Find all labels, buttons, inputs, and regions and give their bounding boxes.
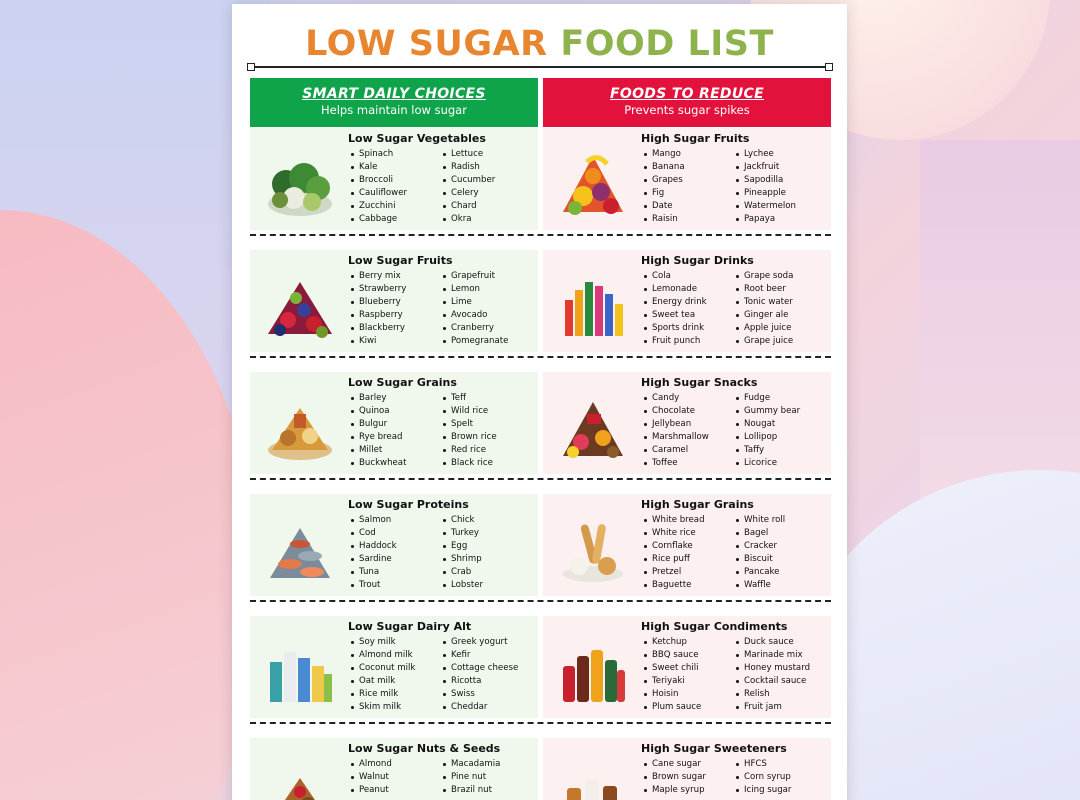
low-sugar-category-card bbox=[250, 494, 538, 596]
food-item: Rice milk bbox=[351, 688, 415, 701]
food-item: Greek yogurt bbox=[443, 636, 518, 649]
food-item-list bbox=[351, 148, 407, 226]
food-item: Brown rice bbox=[443, 431, 497, 444]
food-item: Rice puff bbox=[644, 553, 705, 566]
food-item: Ricotta bbox=[443, 675, 518, 688]
food-item: Candy bbox=[644, 392, 709, 405]
food-item: Chard bbox=[443, 200, 495, 213]
food-item-list bbox=[443, 758, 500, 797]
sweeteners-image bbox=[557, 758, 629, 800]
high-sugar-category-card bbox=[543, 738, 831, 800]
food-item: Cola bbox=[644, 270, 707, 283]
good-column-heading: SMART DAILY CHOICES bbox=[302, 86, 486, 102]
food-item: Lemon bbox=[443, 283, 508, 296]
food-item: Fudge bbox=[736, 392, 800, 405]
food-item: Ketchup bbox=[644, 636, 701, 649]
food-item: Kale bbox=[351, 161, 407, 174]
food-item: Barley bbox=[351, 392, 406, 405]
food-item: Waffle bbox=[736, 579, 785, 592]
food-item: Buckwheat bbox=[351, 457, 406, 470]
food-item: Strawberry bbox=[351, 283, 406, 296]
food-item: Zucchini bbox=[351, 200, 407, 213]
food-item: Sweet tea bbox=[644, 309, 707, 322]
food-item: Raspberry bbox=[351, 309, 406, 322]
food-item-list bbox=[351, 270, 406, 348]
row-divider bbox=[250, 234, 831, 236]
food-item: Kefir bbox=[443, 649, 518, 662]
food-item-list bbox=[644, 514, 705, 592]
food-item: Cottage cheese bbox=[443, 662, 518, 675]
food-item-list bbox=[644, 758, 706, 797]
food-item: Cranberry bbox=[443, 322, 508, 335]
food-item-list bbox=[736, 514, 785, 592]
food-item: Peanut bbox=[351, 784, 392, 797]
high-sugar-category-card bbox=[543, 250, 831, 352]
category-title: High Sugar Fruits bbox=[641, 132, 750, 145]
food-item-list bbox=[351, 758, 392, 797]
bad-column-subheading: Prevents sugar spikes bbox=[624, 103, 750, 117]
food-item: Watermelon bbox=[736, 200, 796, 213]
food-item: Teff bbox=[443, 392, 497, 405]
food-item: Oat milk bbox=[351, 675, 415, 688]
food-item: Date bbox=[644, 200, 685, 213]
food-item: Walnut bbox=[351, 771, 392, 784]
food-item: Grapes bbox=[644, 174, 685, 187]
food-item: Baguette bbox=[644, 579, 705, 592]
food-item-list bbox=[351, 392, 406, 470]
food-item: Maple syrup bbox=[644, 784, 706, 797]
food-item: Mango bbox=[644, 148, 685, 161]
food-item-list bbox=[736, 636, 810, 714]
category-title: Low Sugar Fruits bbox=[348, 254, 453, 267]
food-item: Egg bbox=[443, 540, 483, 553]
category-title: High Sugar Grains bbox=[641, 498, 754, 511]
good-column-subheading: Helps maintain low sugar bbox=[321, 103, 467, 117]
category-title: High Sugar Sweeteners bbox=[641, 742, 787, 755]
food-item: Grape juice bbox=[736, 335, 793, 348]
food-item: Blueberry bbox=[351, 296, 406, 309]
food-item-list bbox=[644, 148, 685, 226]
food-item: Icing sugar bbox=[736, 784, 791, 797]
food-item: Cod bbox=[351, 527, 397, 540]
food-item: Coconut milk bbox=[351, 662, 415, 675]
food-item: Lemonade bbox=[644, 283, 707, 296]
category-title: Low Sugar Proteins bbox=[348, 498, 469, 511]
food-item: Chick bbox=[443, 514, 483, 527]
food-item: Bagel bbox=[736, 527, 785, 540]
food-item: Cornflake bbox=[644, 540, 705, 553]
food-item: White bread bbox=[644, 514, 705, 527]
category-title: High Sugar Snacks bbox=[641, 376, 758, 389]
high-sugar-category-card bbox=[543, 494, 831, 596]
fish-image bbox=[264, 514, 336, 586]
food-item: Hoisin bbox=[644, 688, 701, 701]
row-divider bbox=[250, 722, 831, 724]
food-item: Chocolate bbox=[644, 405, 709, 418]
food-item: Cane sugar bbox=[644, 758, 706, 771]
food-item: Millet bbox=[351, 444, 406, 457]
food-item: Okra bbox=[443, 213, 495, 226]
good-column-header bbox=[250, 78, 538, 127]
food-item: Shrimp bbox=[443, 553, 483, 566]
food-item: Soy milk bbox=[351, 636, 415, 649]
food-item: Apple juice bbox=[736, 322, 793, 335]
food-list-sheet bbox=[232, 4, 847, 800]
food-item: Papaya bbox=[736, 213, 796, 226]
snacks-image bbox=[557, 392, 629, 464]
food-item: Pine nut bbox=[443, 771, 500, 784]
food-item-list bbox=[736, 758, 791, 797]
food-item: Kiwi bbox=[351, 335, 406, 348]
food-item: Fruit jam bbox=[736, 701, 810, 714]
title-divider bbox=[250, 66, 830, 68]
food-item: Pomegranate bbox=[443, 335, 508, 348]
food-item: Licorice bbox=[736, 457, 800, 470]
food-item: Brown sugar bbox=[644, 771, 706, 784]
food-item: Spinach bbox=[351, 148, 407, 161]
vegetables-image bbox=[264, 148, 336, 220]
food-item: Lime bbox=[443, 296, 508, 309]
food-item: Marinade mix bbox=[736, 649, 810, 662]
food-item: Crab bbox=[443, 566, 483, 579]
food-item: Sardine bbox=[351, 553, 397, 566]
food-item: Jackfruit bbox=[736, 161, 796, 174]
title-part-1: LOW SUGAR bbox=[305, 24, 548, 64]
food-item: Lychee bbox=[736, 148, 796, 161]
food-item: Quinoa bbox=[351, 405, 406, 418]
drinks-image bbox=[557, 270, 629, 342]
berries-image bbox=[264, 270, 336, 342]
food-item-list bbox=[443, 148, 495, 226]
food-item: Tonic water bbox=[736, 296, 793, 309]
food-item: Berry mix bbox=[351, 270, 406, 283]
food-item-list bbox=[443, 270, 508, 348]
food-item: Salmon bbox=[351, 514, 397, 527]
food-item: Radish bbox=[443, 161, 495, 174]
food-item: Cheddar bbox=[443, 701, 518, 714]
food-item: Ginger ale bbox=[736, 309, 793, 322]
food-item: Almond bbox=[351, 758, 392, 771]
food-item: Raisin bbox=[644, 213, 685, 226]
high-sugar-category-card bbox=[543, 616, 831, 718]
food-item: Sports drink bbox=[644, 322, 707, 335]
food-item: Jellybean bbox=[644, 418, 709, 431]
background-shape bbox=[0, 210, 260, 800]
food-item: White roll bbox=[736, 514, 785, 527]
high-sugar-category-card bbox=[543, 128, 831, 230]
food-item: Biscuit bbox=[736, 553, 785, 566]
food-item: Swiss bbox=[443, 688, 518, 701]
bad-column-heading: FOODS TO REDUCE bbox=[610, 86, 764, 102]
food-item: Wild rice bbox=[443, 405, 497, 418]
page-title bbox=[232, 24, 847, 64]
food-item: Nougat bbox=[736, 418, 800, 431]
food-item: Caramel bbox=[644, 444, 709, 457]
food-item: Grape soda bbox=[736, 270, 793, 283]
food-item: Turkey bbox=[443, 527, 483, 540]
milk-cartons-image bbox=[264, 636, 336, 708]
food-item: Corn syrup bbox=[736, 771, 791, 784]
food-item: Blackberry bbox=[351, 322, 406, 335]
food-item: Cauliflower bbox=[351, 187, 407, 200]
food-item: Black rice bbox=[443, 457, 497, 470]
row-divider bbox=[250, 600, 831, 602]
food-item-list bbox=[443, 636, 518, 714]
food-item: Honey mustard bbox=[736, 662, 810, 675]
food-item: Broccoli bbox=[351, 174, 407, 187]
food-item: Almond milk bbox=[351, 649, 415, 662]
low-sugar-category-card bbox=[250, 128, 538, 230]
food-item-list bbox=[644, 392, 709, 470]
food-item: Teriyaki bbox=[644, 675, 701, 688]
food-item: Cracker bbox=[736, 540, 785, 553]
food-item: Lettuce bbox=[443, 148, 495, 161]
food-item: Cucumber bbox=[443, 174, 495, 187]
grains-image bbox=[264, 392, 336, 464]
row-divider bbox=[250, 478, 831, 480]
food-item: Grapefruit bbox=[443, 270, 508, 283]
food-item: Root beer bbox=[736, 283, 793, 296]
title-part-2: FOOD LIST bbox=[560, 24, 774, 64]
food-item-list bbox=[736, 392, 800, 470]
food-item-list bbox=[351, 636, 415, 714]
category-title: Low Sugar Grains bbox=[348, 376, 457, 389]
nuts-image bbox=[264, 758, 336, 800]
food-item-list bbox=[736, 270, 793, 348]
food-item: Pineapple bbox=[736, 187, 796, 200]
food-item: Banana bbox=[644, 161, 685, 174]
food-item: Marshmallow bbox=[644, 431, 709, 444]
food-item: BBQ sauce bbox=[644, 649, 701, 662]
food-item: Energy drink bbox=[644, 296, 707, 309]
food-item: Cocktail sauce bbox=[736, 675, 810, 688]
food-item: Duck sauce bbox=[736, 636, 810, 649]
food-item: Sapodilla bbox=[736, 174, 796, 187]
food-item: Avocado bbox=[443, 309, 508, 322]
food-item-list bbox=[736, 148, 796, 226]
background-shape bbox=[920, 140, 1080, 520]
food-item: Gummy bear bbox=[736, 405, 800, 418]
food-item: Fig bbox=[644, 187, 685, 200]
food-item: Relish bbox=[736, 688, 810, 701]
food-item-list bbox=[351, 514, 397, 592]
food-item: Macadamia bbox=[443, 758, 500, 771]
category-title: Low Sugar Vegetables bbox=[348, 132, 486, 145]
food-item: Lobster bbox=[443, 579, 483, 592]
food-item-list bbox=[644, 636, 701, 714]
bread-image bbox=[557, 514, 629, 586]
food-item: Lollipop bbox=[736, 431, 800, 444]
food-item: HFCS bbox=[736, 758, 791, 771]
category-title: Low Sugar Dairy Alt bbox=[348, 620, 472, 633]
food-item: Red rice bbox=[443, 444, 497, 457]
category-title: High Sugar Condiments bbox=[641, 620, 788, 633]
food-item: Pancake bbox=[736, 566, 785, 579]
fruit-pile-image bbox=[557, 148, 629, 220]
food-item: White rice bbox=[644, 527, 705, 540]
food-item: Trout bbox=[351, 579, 397, 592]
row-divider bbox=[250, 356, 831, 358]
food-item: Skim milk bbox=[351, 701, 415, 714]
food-item: Haddock bbox=[351, 540, 397, 553]
food-item: Taffy bbox=[736, 444, 800, 457]
food-item: Toffee bbox=[644, 457, 709, 470]
food-item: Plum sauce bbox=[644, 701, 701, 714]
low-sugar-category-card bbox=[250, 738, 538, 800]
bad-column-header bbox=[543, 78, 831, 127]
low-sugar-category-card bbox=[250, 616, 538, 718]
food-item: Brazil nut bbox=[443, 784, 500, 797]
food-item: Tuna bbox=[351, 566, 397, 579]
food-item-list bbox=[443, 514, 483, 592]
category-title: Low Sugar Nuts & Seeds bbox=[348, 742, 501, 755]
low-sugar-category-card bbox=[250, 372, 538, 474]
low-sugar-category-card bbox=[250, 250, 538, 352]
food-item-list bbox=[644, 270, 707, 348]
category-title: High Sugar Drinks bbox=[641, 254, 754, 267]
food-item: Spelt bbox=[443, 418, 497, 431]
food-item: Cabbage bbox=[351, 213, 407, 226]
food-item-list bbox=[443, 392, 497, 470]
food-item: Celery bbox=[443, 187, 495, 200]
food-item: Fruit punch bbox=[644, 335, 707, 348]
food-item: Sweet chili bbox=[644, 662, 701, 675]
high-sugar-category-card bbox=[543, 372, 831, 474]
food-item: Bulgur bbox=[351, 418, 406, 431]
food-item: Pretzel bbox=[644, 566, 705, 579]
food-item: Rye bread bbox=[351, 431, 406, 444]
condiment-jars-image bbox=[557, 636, 629, 708]
